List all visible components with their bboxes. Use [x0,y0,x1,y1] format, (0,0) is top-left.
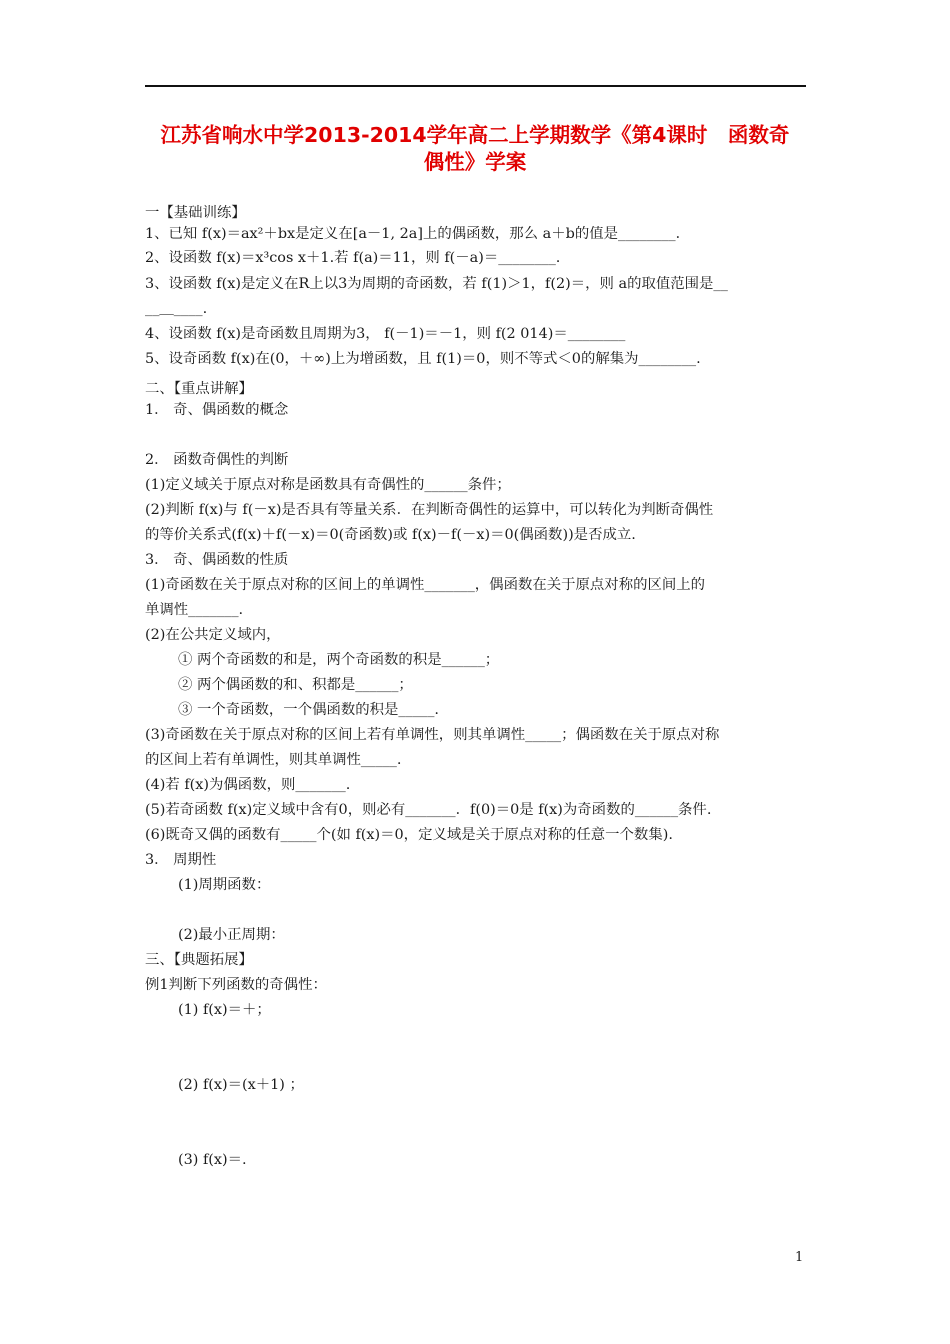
example-1-part-3: (3) f(x)＝. [178,1152,247,1168]
title-line-2: 偶性》学案 [423,150,527,174]
section-heading-basic-training: 一【基础训练】 [145,205,246,221]
document-title [130,122,820,176]
periodicity-item-1: (1)周期函数： [178,877,271,893]
point-2-item-2-continued: 的等价关系式(f(x)＋f(－x)＝0(奇函数)或 f(x)－f(－x)＝0(偶函数))是否成立. [145,527,636,543]
point-3-item-5: (5)若奇函数 f(x)定义域中含有0，则必有_______．f(0)＝0是 f(x)为奇函数的______条件. [145,802,712,818]
point-1-heading: 1． 奇、偶函数的概念 [145,402,289,418]
point-3-item-4: (4)若 f(x)为偶函数，则_______. [145,777,351,793]
page-number: 1 [795,1250,804,1265]
point-3-item-6: (6)既奇又偶的函数有_____个(如 f(x)＝0，定义域是关于原点对称的任意一个数集). [145,827,673,843]
point-3-item-2-sub-1: ① 两个奇函数的和是，两个奇函数的积是______； [178,652,500,668]
point-2-item-2: (2)判断 f(x)与 f(－x)是否具有等量关系．在判断奇偶性的运算中，可以转化为判断奇偶性 [145,502,714,518]
example-1-part-2: (2) f(x)＝(x＋1) ； [178,1077,304,1093]
section-heading-examples: 三、【典题拓展】 [145,952,253,968]
section-heading-key-points: 二、【重点讲解】 [145,381,253,397]
example-1-prompt: 例1判断下列函数的奇偶性： [145,977,327,993]
exercise-3: 3、设函数 f(x)是定义在R上以3为周期的奇函数，若 f(1)＞1，f(2)＝，则 a的取值范围是__ [145,276,728,292]
title-line-1: 江苏省响水中学2013-2014学年高二上学期数学《第4课时 函数奇 [160,123,790,147]
point-3-item-1: (1)奇函数在关于原点对称的区间上的单调性_______，偶函数在关于原点对称的区间上的 [145,577,706,593]
point-3-heading: 3． 奇、偶函数的性质 [145,552,289,568]
exercise-4: 4、设函数 f(x)是奇函数且周期为3， f(－1)＝－1，则 f(2 014)＝________ [145,326,626,342]
periodicity-heading: 3． 周期性 [145,852,217,868]
example-1-part-1: (1) f(x)＝＋； [178,1002,271,1018]
exercise-3-continued: __＿____. [145,301,208,317]
exercise-2: 2、设函数 f(x)＝x³cos x＋1.若 f(a)＝11，则 f(－a)＝________. [145,250,561,266]
point-3-item-2-sub-3: ③ 一个奇函数，一个偶函数的积是_____. [178,702,439,718]
point-3-item-3-continued: 的区间上若有单调性，则其单调性_____. [145,752,402,768]
exercise-1: 1、已知 f(x)＝ax²＋bx是定义在[a－1, 2a]上的偶函数，那么 a＋b的值是________． [145,226,690,242]
periodicity-item-2: (2)最小正周期： [178,927,285,943]
point-2-heading: 2． 函数奇偶性的判断 [145,452,289,468]
point-3-item-2: (2)在公共定义域内， [145,627,281,643]
point-3-item-1-continued: 单调性_______. [145,602,244,618]
point-3-item-3: (3)奇函数在关于原点对称的区间上若有单调性，则其单调性_____；偶函数在关于原点对称 [145,727,720,743]
point-2-item-1: (1)定义域关于原点对称是函数具有奇偶性的______条件； [145,477,511,493]
point-3-item-2-sub-2: ② 两个偶函数的和、积都是______； [178,677,413,693]
exercise-5: 5、设奇函数 f(x)在(0，＋∞)上为增函数，且 f(1)＝0，则不等式＜0的解集为________. [145,351,701,367]
header-rule [145,85,806,87]
